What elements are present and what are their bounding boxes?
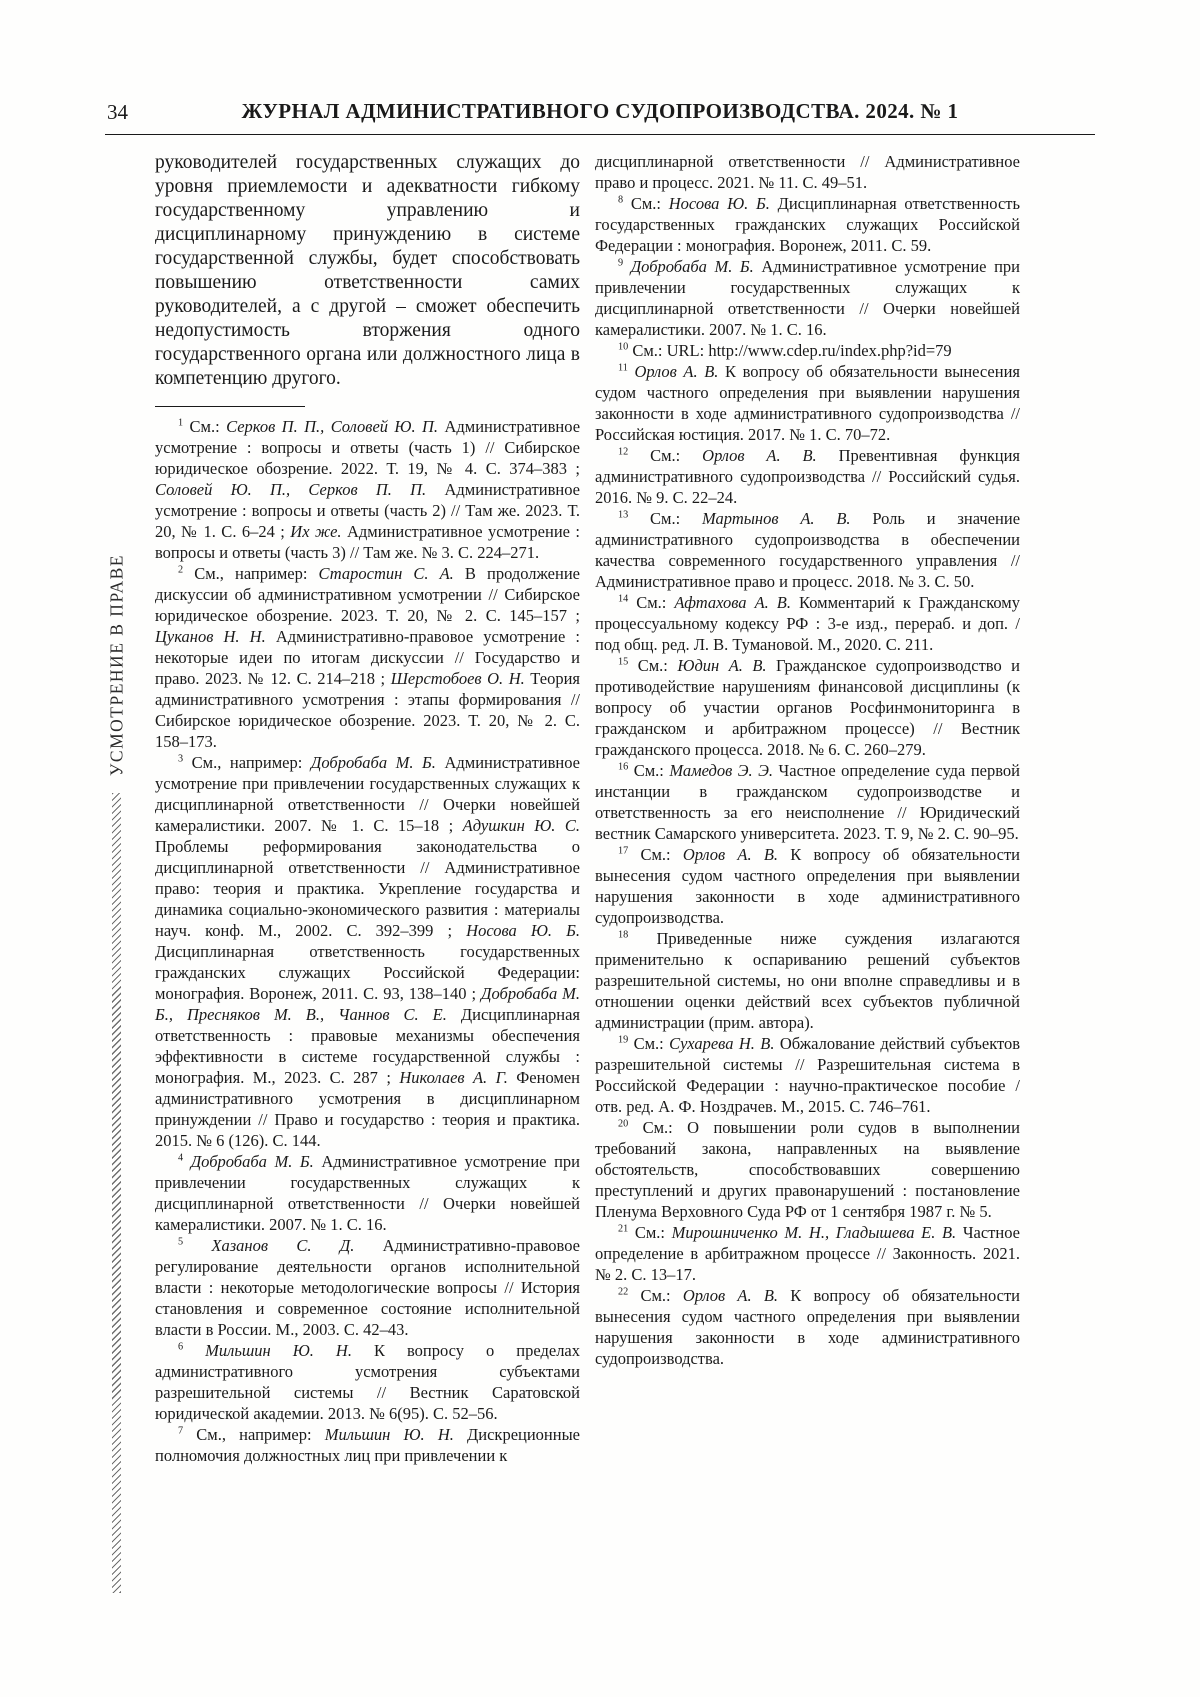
footnote-number: 11: [618, 362, 628, 374]
author-name: Цуканов Н. Н.: [155, 627, 266, 646]
footnote-text: Теория административного усмотрения : этапы формирования // Сибирское юридическое обозрение. 2023. Т. 20, № 2. С. 158–173.: [155, 669, 580, 751]
author-name: Мамедов Э. Э.: [669, 761, 774, 780]
footnote-1: [155, 416, 580, 563]
author-name: Орлов А. В.: [634, 362, 719, 381]
footnote-text: См., например:: [194, 564, 319, 583]
footnote-text: См.:: [640, 845, 683, 864]
author-name: Хазанов С. Д.: [211, 1236, 355, 1255]
footnote-number: 1: [178, 417, 184, 429]
footnote-number: 12: [618, 446, 629, 458]
footnote-number: 6: [178, 1341, 184, 1353]
footnote-text: См., например:: [196, 1425, 325, 1444]
footnote-text: Административное усмотрение при привлечении государственных служащих к дисциплинарной ответственности // Очерки новейшей камералистики. 2007. № 1. С. 15–18 ;: [155, 753, 581, 835]
footnote-16: [595, 760, 1020, 844]
footnote-text: Феномен административного усмотрения в дисциплинарном принуждении // Право и государство : теория и практика. 2015. № 6 (126). С. 144.: [155, 1068, 580, 1150]
author-name: Шерстобоев О. Н.: [390, 669, 525, 688]
author-name: Добробаба М. Б.: [310, 753, 436, 772]
footnote-text: Гражданское судопроизводство и противодействие нарушениям финансовой дисциплины (к вопросу об участии органов Росфинмониторинга в гражданском и арбитражном процессе) // Вестник гражданского процесса. 2018. № 6. С. 260–279.: [595, 656, 1021, 759]
footnote-number: 2: [178, 564, 184, 576]
footnote-6: [155, 1340, 580, 1424]
footnote-8: [595, 193, 1020, 256]
footnote-22: [595, 1285, 1020, 1369]
footnote-number: 10: [618, 341, 629, 353]
footnote-13: [595, 508, 1020, 592]
footnote-text: Частное определение суда первой инстанции в гражданском судопроизводстве и ответственность за его неисполнение // Юридический вестник Самарского университета. 2023. Т. 9, № 2. С. 90–95.: [595, 761, 1020, 843]
footnote-number: 21: [618, 1223, 629, 1235]
footnote-2: [155, 563, 580, 752]
author-name: Серков П. П., Соловей Ю. П.: [226, 417, 439, 436]
footnote-text: Приведенные ниже суждения излагаются применительно к оспариванию решений субъектов разрешительной системы, но они вполне справедливы и в отношении оценки действий всех субъектов публичной администрации (прим. автора).: [595, 929, 1021, 1032]
left-column: [155, 151, 580, 1466]
footnote-text: См.:: [650, 446, 703, 465]
footnote-7: [155, 1424, 580, 1466]
footnote-number: 16: [618, 761, 629, 773]
author-name: Добробаба М. Б., Пресняков М. В., Чаннов С. Е.: [155, 984, 581, 1024]
footnote-text: Дискреционные полномочия должностных лиц при привлечении к: [155, 1425, 580, 1465]
page-content: [155, 151, 1020, 1466]
footnote-5: [155, 1235, 580, 1340]
footnote-number: 15: [618, 656, 629, 668]
footnote-text: См., например:: [191, 753, 311, 772]
author-name: Мирошниченко М. Н., Гладышева Е. В.: [671, 1223, 957, 1242]
author-name: Орлов А. В.: [702, 446, 817, 465]
footnote-number: 7: [178, 1425, 184, 1437]
footnote-text: См.:: [633, 1034, 670, 1053]
footnote-text: См.:: [640, 1286, 683, 1305]
footnote-4: [155, 1151, 580, 1235]
author-name: Их же.: [290, 522, 342, 541]
footnote-19: [595, 1033, 1020, 1117]
footnote-text: В продолжение дискуссии об административном усмотрении // Сибирское юридическое обозрение. 2023. Т. 20, № 2. С. 145–157 ;: [155, 564, 580, 625]
footnote-text: См.:: [636, 593, 675, 612]
author-name: Соловей Ю. П., Серков П. П.: [155, 480, 427, 499]
author-name: Орлов А. В.: [682, 845, 779, 864]
footnote-18: [595, 928, 1020, 1033]
journal-title: ЖУРНАЛ АДМИНИСТРАТИВНОГО СУДОПРОИЗВОДСТВА. 2024. № 1: [241, 99, 959, 123]
footnote-11: [595, 361, 1020, 445]
footnote-text: дисциплинарной ответственности // Административное право и процесс. 2021. № 11. С. 49–51.: [595, 152, 1020, 192]
footnote-text: См.: URL: http://www.cdep.ru/index.php?id=79: [632, 341, 952, 360]
footnote-continuation: [595, 151, 1020, 193]
author-name: Афтахова А. В.: [674, 593, 791, 612]
decorative-hatch-strip: [112, 793, 121, 1593]
footnote-20: [595, 1117, 1020, 1222]
footnote-separator: [155, 406, 305, 407]
footnote-text: К вопросу об обязательности вынесения судом частного определения при выявлении нарушения законности в ходе административного судопроизводства.: [595, 845, 1021, 927]
footnote-number: 22: [618, 1286, 629, 1298]
footnote-text: Дисциплинарная ответственность государственных гражданских служащих Российской Федерации : монография. Воронеж, 2011. С. 59.: [595, 194, 1021, 255]
footnote-text: К вопросу об обязательности вынесения судом частного определения при выявлении нарушения законности в ходе административного судопроизводства.: [595, 1286, 1021, 1368]
footnote-21: [595, 1222, 1020, 1285]
footnote-3: [155, 752, 580, 1151]
author-name: Юдин А. В.: [677, 656, 767, 675]
footnote-text: Частное определение в арбитражном процессе // Законность. 2021. № 2. С. 13–17.: [595, 1223, 1020, 1284]
footnote-number: 13: [618, 509, 629, 521]
page-header: [105, 97, 1095, 131]
footnote-text: См.:: [637, 656, 678, 675]
footnotes-left: [155, 416, 580, 1466]
header-divider: [105, 134, 1095, 135]
author-name: Мартынов А. В.: [702, 509, 851, 528]
footnote-text: См.:: [633, 761, 670, 780]
footnote-text: Проблемы реформирования законодательства о дисциплинарной ответственности // Административное право: теория и практика. Укрепление государства и динамика социально-экономического развития : материалы науч. конф. М., 2002. С. 392–399 ;: [155, 837, 580, 940]
author-name: Носова Ю. Б.: [668, 194, 770, 213]
author-name: Добробаба М. Б.: [190, 1152, 314, 1171]
footnote-15: [595, 655, 1020, 760]
footnote-number: 19: [618, 1034, 629, 1046]
footnote-number: 9: [618, 257, 624, 269]
author-name: Мильшин Ю. Н.: [324, 1425, 454, 1444]
footnote-text: См.:: [189, 417, 227, 436]
footnote-17: [595, 844, 1020, 928]
footnote-number: 18: [618, 929, 629, 941]
footnote-text: Дисциплинарная ответственность государственных гражданских служащих Российской Федерации: монография. Воронеж, 2011. С. 93, 138–140 ;: [155, 942, 580, 1003]
footnote-text: Обжалование действий субъектов разрешительной системы // Разрешительная система в Российской Федерации : научно-практическое пособие / отв. ред. А. Ф. Ноздрачев. М., 2015. С. 746–761.: [595, 1034, 1021, 1116]
footnote-number: 14: [618, 593, 629, 605]
author-name: Николаев А. Г.: [399, 1068, 508, 1087]
author-name: Мильшин Ю. Н.: [205, 1341, 352, 1360]
footnote-text: Административное усмотрение : вопросы и ответы (часть 2) // Там же. 2023. Т. 20, № 1. С. 6–24 ;: [155, 480, 580, 541]
footnote-text: К вопросу об обязательности вынесения судом частного определения при выявлении нарушения законности в ходе административного судопроизводства // Российская юстиция. 2017. № 1. С. 70–72.: [595, 362, 1020, 444]
author-name: Орлов А. В.: [682, 1286, 779, 1305]
footnote-number: 20: [618, 1118, 629, 1130]
section-label-vertical: УСМОТРЕНИЕ В ПРАВЕ: [106, 554, 127, 776]
footnote-10: [595, 340, 1020, 361]
footnote-text: См.:: [650, 509, 703, 528]
footnote-12: [595, 445, 1020, 508]
footnote-number: 3: [178, 753, 184, 765]
body-paragraph: руководителей государственных служащих до уровня приемлемости и адекватности гибкому государственному управлению и дисциплинарному принуждению в системе государственной службы, будет способствовать повышению ответственности самих руководителей, а с другой – сможет обеспечить недопустимость вторжения одного государственного органа или должностного лица в компетенцию другого.: [155, 152, 580, 389]
footnote-text: Административное усмотрение : вопросы и ответы (часть 1) // Сибирское юридическое обозрение. 2022. Т. 19, № 4. С. 374–383 ;: [155, 417, 581, 478]
page-number: 34: [107, 100, 128, 124]
footnote-14: [595, 592, 1020, 655]
footnote-text: Административно-правовое усмотрение : некоторые идеи по итогам дискуссии // Государство и право. 2023. № 12. С. 214–218 ;: [155, 627, 580, 688]
footnote-text: Административное усмотрение при привлечении государственных служащих к дисциплинарной ответственности // Очерки новейшей камералистики. 2007. № 1. С. 16.: [155, 1152, 580, 1234]
footnote-number: 17: [618, 845, 629, 857]
footnote-text: Дисциплинарная ответственность : правовые механизмы обеспечения эффективности в системе государственной службы : монография. М., 2023. С. 287 ;: [155, 1005, 581, 1087]
footnote-number: 5: [178, 1236, 184, 1248]
footnote-text: См.:: [634, 1223, 672, 1242]
footnote-number: 4: [178, 1152, 184, 1164]
author-name: Адушкин Ю. С.: [462, 816, 580, 835]
footnote-9: [595, 256, 1020, 340]
footnote-text: Административно-правовое регулирование деятельности органов исполнительной власти : некоторые методологические вопросы // История становления и современное состояние исполнительной власти в России. М., 2003. С. 42–43.: [155, 1236, 580, 1339]
footnote-text: Комментарий к Гражданскому процессуальному кодексу РФ : 3-е изд., перераб. и доп. / под общ. ред. Л. В. Тумановой. М., 2020. С. 211.: [595, 593, 1020, 654]
author-name: Сухарева Н. В.: [669, 1034, 775, 1053]
footnote-text: Превентивная функция административного судопроизводства // Российский судья. 2016. № 9. С. 22–24.: [595, 446, 1020, 507]
right-column: [595, 151, 1020, 1369]
footnote-text: К вопросу о пределах административного усмотрения субъектами разрешительной системы // Вестник Саратовской юридической академии. 2013. № 6(95). С. 52–56.: [155, 1341, 580, 1423]
footnote-number: 8: [618, 194, 624, 206]
footnote-text: Административное усмотрение при привлечении государственных служащих к дисциплинарной ответственности // Очерки новейшей камералистики. 2007. № 1. С. 16.: [595, 257, 1020, 339]
footnote-text: См.:: [630, 194, 669, 213]
footnote-text: Роль и значение административного судопроизводства в обеспечении качества современного государственного управления // Административное право и процесс. 2018. № 3. С. 50.: [595, 509, 1021, 591]
footnote-text: См.: О повышении роли судов в выполнении требований закона, направленных на выявление обстоятельств, способствовавших совершению преступлений и других правонарушений : постановление Пленума Верховного Суда РФ от 1 сентября 1987 г. № 5.: [595, 1118, 1020, 1221]
author-name: Носова Ю. Б.: [466, 921, 580, 940]
footnotes-right: [595, 151, 1020, 1369]
author-name: Старостин С. А.: [318, 564, 454, 583]
footnote-text: Административное усмотрение : вопросы и ответы (часть 3) // Там же. № 3. С. 224–271.: [155, 522, 580, 562]
author-name: Добробаба М. Б.: [630, 257, 754, 276]
